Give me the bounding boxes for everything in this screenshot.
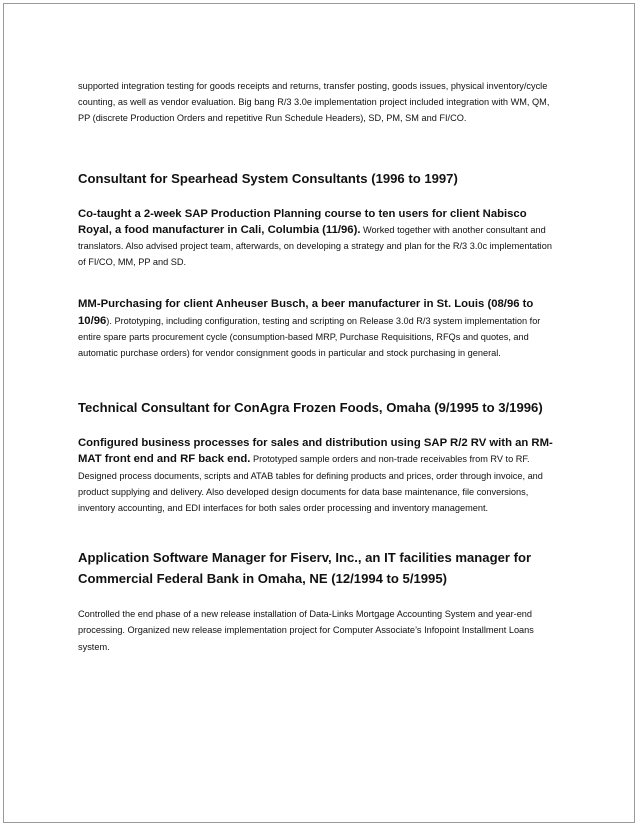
section-heading-spearhead: Consultant for Spearhead System Consultants (1996 to 1997) bbox=[78, 170, 458, 186]
resume-content bbox=[78, 78, 562, 655]
block-lead: MM-Purchasing for client Anheuser Busch, a beer manufacturer in St. Louis (08/96 to 10/96 bbox=[78, 298, 534, 327]
block-body: Prototyped sample orders and non-trade receivables from RV to RF. Designed process documents, scripts and ATAB tables for defining products and prices, order through invoice, and product supplying and delivery. Also developed design documents for data base maintenance, file conversions, inventory accounting, and EDI interfaces for both sales order processing and inventory management. bbox=[78, 454, 543, 514]
block-nabisco bbox=[78, 206, 562, 271]
section-heading-fiserv: Application Software Manager for Fiserv, Inc., an IT facilities manager for Commercial Federal Bank in Omaha, NE (12/1994 to 5/1995) bbox=[78, 550, 532, 587]
section-heading-conagra: Technical Consultant for ConAgra Frozen Foods, Omaha (9/1995 to 3/1996) bbox=[78, 400, 543, 416]
block-anheuser-busch bbox=[78, 296, 562, 361]
block-body: Worked together with another consultant and translators. Also advised project team, afterwards, on developing a strategy and plan for the R/3 3.0c implementation of FI/CO, MM, PP and SD. bbox=[78, 224, 552, 268]
block-body: ). Prototyping, including configuration, testing and scripting on Release 3.0d R/3 system implementation for entire spare parts procurement cycle (consumption-based MRP, Purchase Requisitions, RFQs and quotes, and automatic purchase orders) for vendor consignment goods in particular and stock purchasing in general. bbox=[78, 315, 541, 359]
resume-page bbox=[3, 3, 635, 823]
block-lead: Configured business processes for sales and distribution using SAP R/2 RV with an RM-MAT front end and RF back end. bbox=[78, 437, 553, 466]
intro-paragraph: supported integration testing for goods receipts and returns, transfer posting, goods issues, physical inventory/cycle counting, as well as vendor evaluation. Big bang R/3 3.0e implementation project included integration with WM, QM, PP (discrete Production Orders and repetitive Run Schedule Headers), SD, PM, SM and FI/CO. bbox=[78, 81, 550, 124]
block-lead: Co-taught a 2-week SAP Production Planning course to ten users for client Nabisco Royal, a food manufacturer in Cali, Columbia (11/96). bbox=[78, 207, 527, 236]
block-body: Controlled the end phase of a new release installation of Data-Links Mortgage Accounting System and year-end processing. Organized new release implementation project for Computer Associate’s Infopoint Installment Loans system. bbox=[78, 609, 534, 652]
block-conagra bbox=[78, 435, 562, 516]
block-fiserv bbox=[78, 606, 562, 655]
